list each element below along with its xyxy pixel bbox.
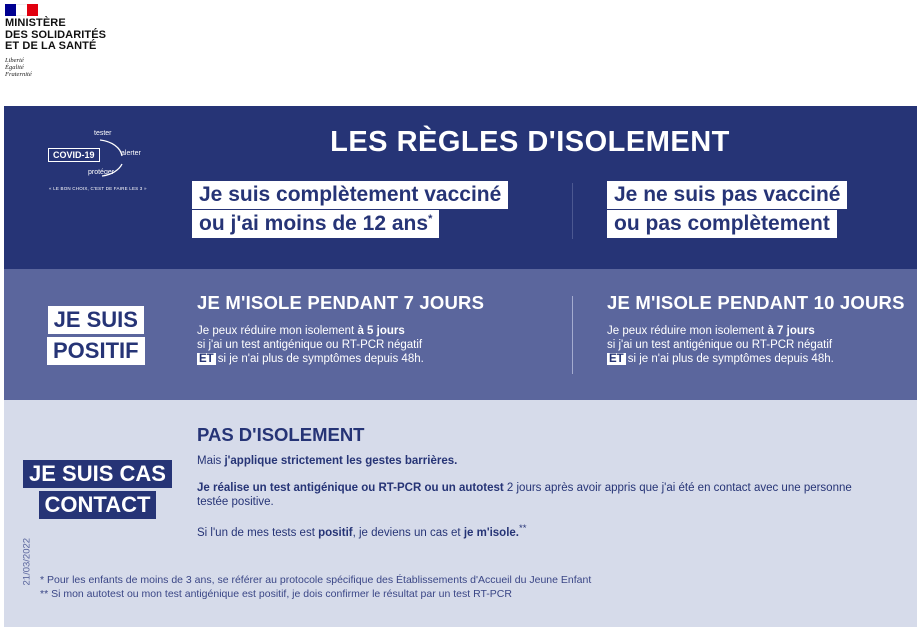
contact-label-line1: JE SUIS CAS [23,460,172,488]
logo-proteger: protéger [88,169,115,176]
bold-text: à 5 jours [357,325,405,337]
logo-slogan: « LE BON CHOIX, C'EST DE FAIRE LES 3 » [49,186,147,191]
page-title: LES RÈGLES D'ISOLEMENT [330,126,730,158]
bold-text: positif [318,526,353,539]
bold-text: Je réalise un test antigénique ou RT-PCR ou un autotest [197,481,504,494]
text: si je n'ai plus de symptômes depuis 48h. [627,353,834,365]
column-divider [572,183,573,239]
motto-line: Liberté [5,57,24,64]
ministry-line: ET DE LA SANTÉ [5,40,97,52]
isolation-7-days-text [197,324,484,366]
vaccinated-line1: Je suis complètement vacciné [192,181,508,209]
positive-label-line2: POSITIF [47,337,145,365]
text: si j'ai un test antigénique ou RT-PCR négatif [607,339,833,351]
et-badge: ET [199,353,214,365]
bold-text: j'applique strictement les gestes barrières. [224,455,458,467]
motto-line: Fraternité [5,71,32,78]
positive-vaccinated-column [197,292,484,366]
vaccinated-line2 [192,210,439,238]
column-divider [572,296,573,374]
french-flag-icon [5,4,38,16]
positive-label [47,306,145,368]
not-vaccinated-line2: ou pas complètement [607,210,837,238]
not-vaccinated-header [607,181,847,239]
not-vaccinated-line1: Je ne suis pas vacciné [607,181,847,209]
publication-date: 21/03/2022 [21,537,33,586]
footnote-1: * Pour les enfants de moins de 3 ans, se référer au protocole spécifique des Établissements d'Accueil du Jeune Enfant [40,574,592,586]
text: Si l'un de mes tests est [197,526,319,539]
no-isolation-heading: PAS D'ISOLEMENT [197,424,365,445]
bold-text: à 7 jours [767,325,815,337]
positive-label-line1: JE SUIS [48,306,144,334]
logo-covid-box: COVID-19 [48,148,100,162]
republic-motto [5,57,32,78]
vaccinated-line2-text: ou j'ai moins de 12 ans [199,212,429,235]
positive-unvaccinated-column [607,292,905,366]
text: si je n'ai plus de symptômes depuis 48h. [217,353,424,365]
footnote-2: ** Si mon autotest ou mon test antigénique est positif, je dois confirmer le résultat par un test RT-PCR [40,587,512,600]
footnote-mark: ** [518,522,527,534]
logo-alerter: alerter [121,150,141,157]
contact-paragraph-1 [197,454,857,469]
et-badge: ET [609,353,624,365]
isolation-7-days-heading: JE M'ISOLE PENDANT 7 JOURS [197,292,485,313]
text: Je peux réduire mon isolement [607,325,768,337]
contact-rules [197,424,857,552]
text: Mais [197,455,225,467]
footnotes [40,574,591,601]
ministry-line: DES SOLIDARITÉS [5,28,107,41]
contact-paragraph-2 [197,481,857,510]
ministry-name [5,18,106,53]
ministry-line: MINISTÈRE [5,17,66,29]
logo-tester: tester [94,130,112,137]
bold-text: je m'isole. [463,526,519,539]
contact-label [23,460,172,522]
text: Je peux réduire mon isolement [197,325,358,337]
text: , je deviens un cas et [352,526,464,539]
header [0,0,918,104]
isolation-10-days-heading: JE M'ISOLE PENDANT 10 JOURS [607,292,905,313]
footnote-mark: * [428,213,433,225]
isolation-10-days-text [607,324,905,366]
contact-paragraph-3 [197,522,857,540]
contact-label-line2: CONTACT [39,491,157,519]
text: 2 jours après avoir appris que j'ai été en contact avec une personne testée positive. [197,481,852,508]
text: si j'ai un test antigénique ou RT-PCR négatif [197,339,423,351]
covid-logo [44,128,156,198]
vaccinated-header [192,181,508,239]
motto-line: Égalité [5,64,24,71]
